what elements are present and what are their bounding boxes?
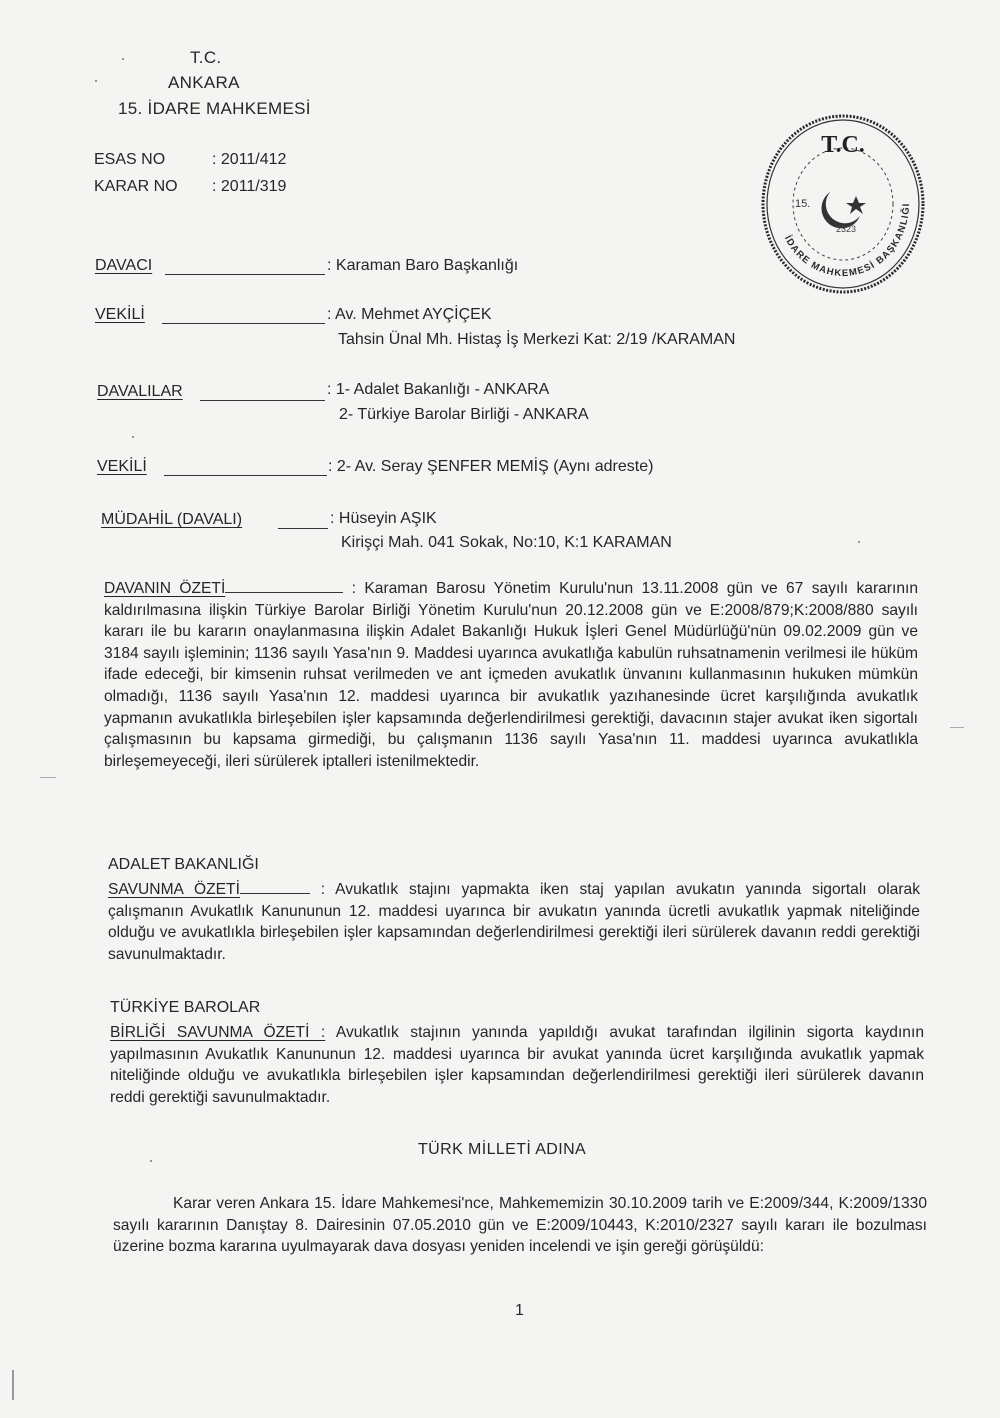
scan-mark xyxy=(950,727,964,728)
adalet-rule xyxy=(240,879,310,894)
adalet-heading: ADALET BAKANLIĞI xyxy=(108,856,259,873)
mudahil-address: Kirişçi Mah. 041 Sokak, No:10, K:1 KARAMAN xyxy=(341,534,672,551)
karar-value: : 2011/319 xyxy=(212,178,287,195)
seal-ring-text: İDARE MAHKEMESİ BAŞKANLIĞI xyxy=(781,202,913,280)
davanin-ozeti-paragraph xyxy=(104,578,918,772)
mudahil-label: MÜDAHİL (DAVALI) xyxy=(101,511,243,528)
tbb-heading: TÜRKİYE BAROLAR xyxy=(110,999,261,1016)
scan-speck xyxy=(132,436,134,438)
decision-heading: TÜRK MİLLETİ ADINA xyxy=(418,1141,587,1158)
davaci-value: : Karaman Baro Başkanlığı xyxy=(327,257,519,274)
scan-speck xyxy=(122,58,124,60)
scan-mark xyxy=(40,777,56,778)
seal-top-text: T.C. xyxy=(821,132,865,158)
vekili2-rule xyxy=(164,475,327,476)
vekili-value: : Av. Mehmet AYÇİÇEK xyxy=(327,306,492,323)
vekili-rule xyxy=(162,323,325,324)
davaci-rule xyxy=(165,274,325,275)
davalilar-label: DAVALILAR xyxy=(97,383,183,400)
davanin-ozeti-text: : Karaman Barosu Yönetim Kurulu'nun 13.11.2008 gün ve 67 sayılı kararının kaldırılmasına ilişkin Türkiye Barolar Birliği Yönetim Kurulu'nun 20.12.2008 gün ve E:2008/879;K:2008/880 sayılı kararı ile bu kararın onaylanmasına ilişkin Adalet Bakanlığı Hukuk İşleri Genel Müdürlüğü'nün 09.02.2009 gün ve 3184 sayılı işleminin; 1136 sayılı Yasa'nın 9. Maddesi uyarınca avukatlığa kabulün ruhsatnamenin verilmesi ile hüküm ifade edeceği, bir kimsenin ruhsat verilmeden ve ant içmeden avukatlık ünvanını kullanmasının hukuken mümkün olmadığı, 1136 sayılı Yasa'nın 12. maddesi uyarınca bir avukatlık yazıhanesinde ücret karşılığında avukatlık yapmanın avukatlıkla birleşebilen işler kapsamında değerlendirilmesi gerektiği, davacının stajer avukat iken sigortalı çalışmasının bu kapsama girmediği, bu çalışmanın 1136 sayılı Yasa'nın 11. maddesi uyarınca avukatlıkla birleşemeyeceği, ileri sürülerek iptalleri istenilmektedir. xyxy=(104,580,919,770)
karar-label: KARAR NO xyxy=(94,178,178,195)
tbb-savunma-label: BİRLİĞİ SAVUNMA ÖZETİ : xyxy=(110,1024,326,1041)
mudahil-value: : Hüseyin AŞIK xyxy=(330,510,437,527)
vekili-address: Tahsin Ünal Mh. Histaş İş Merkezi Kat: 2/19 /KARAMAN xyxy=(338,331,736,348)
header-city: ANKARA xyxy=(168,73,240,92)
seal-number: 15. xyxy=(795,198,811,210)
decision-paragraph: Karar veren Ankara 15. İdare Mahkemesi'nce, Mahkememizin 30.10.2009 tarih ve E:2009/344, K:2009/1330 sayılı kararının Danıştay 8. Dairesinin 07.05.2010 gün ve E:2009/10443, K:2010/2327 sayılı kararı ile bozulması üzerine bozma kararına uyulmayarak dava dosyası yeniden incelendi ve işin gereği görüşüldü: xyxy=(113,1195,927,1256)
tbb-savunma-paragraph xyxy=(110,1022,924,1108)
vekili2-label: VEKİLİ xyxy=(97,458,147,475)
vekili-label: VEKİLİ xyxy=(95,306,145,323)
esas-value: : 2011/412 xyxy=(212,151,287,168)
seal-inner-text: 2323 xyxy=(835,224,857,234)
scan-speck xyxy=(95,80,97,82)
adalet-savunma-label: SAVUNMA ÖZETİ xyxy=(108,881,240,898)
page-number: 1 xyxy=(515,1302,524,1319)
davalilar-rule xyxy=(200,400,325,401)
header-court: 15. İDARE MAHKEMESİ xyxy=(118,99,311,118)
header-tc: T.C. xyxy=(190,48,222,67)
adalet-savunma-text: : Avukatlık stajını yapmakta iken staj yapılan avukatın yanında sigortalı olarak çalışmanın Avukatlık Kanununun 12. maddesi uyarınca bir avukatın yanında ücretli avukatlık yapmak niteliğinde olduğu ve avukatlıkla birleşebilen işler kapsamından değerlendirilmesi gerektiği ileri sürülerek davanın reddi gerektiği savunulmaktadır. xyxy=(108,881,920,963)
vekili2-value: : 2- Av. Seray ŞENFER MEMİŞ (Aynı adreste) xyxy=(328,458,654,475)
scan-mark xyxy=(12,1370,14,1400)
esas-label: ESAS NO xyxy=(94,151,166,168)
davaci-label: DAVACI xyxy=(95,257,153,274)
scan-speck xyxy=(150,1160,152,1162)
star-icon xyxy=(846,196,866,214)
davanin-ozeti-label: DAVANIN ÖZETİ xyxy=(104,580,226,597)
adalet-savunma-paragraph xyxy=(108,879,920,965)
mudahil-rule xyxy=(278,528,328,529)
davalilar-value-1: : 1- Adalet Bakanlığı - ANKARA xyxy=(327,381,550,398)
tbb-savunma-text: Avukatlık stajının yanında yapıldığı avukat tarafından ilgilinin sigorta kaydının yapılmasının Avukatlık Kanununun 12. maddesi uyarınca bir avukat yanında ücret karşılığında avukatlık yapmak niteliğinde olduğu ve avukatlıkla birleşebilen işler kapsamından değerlendirilmesi gerektiği ileri sürülerek davanın reddi gerektiği savunulmaktadır. xyxy=(110,1024,924,1106)
davalilar-value-2: 2- Türkiye Barolar Birliği - ANKARA xyxy=(339,406,589,423)
davanin-ozeti-rule xyxy=(225,578,343,593)
court-seal-stamp xyxy=(760,112,926,296)
scan-speck xyxy=(858,541,860,543)
